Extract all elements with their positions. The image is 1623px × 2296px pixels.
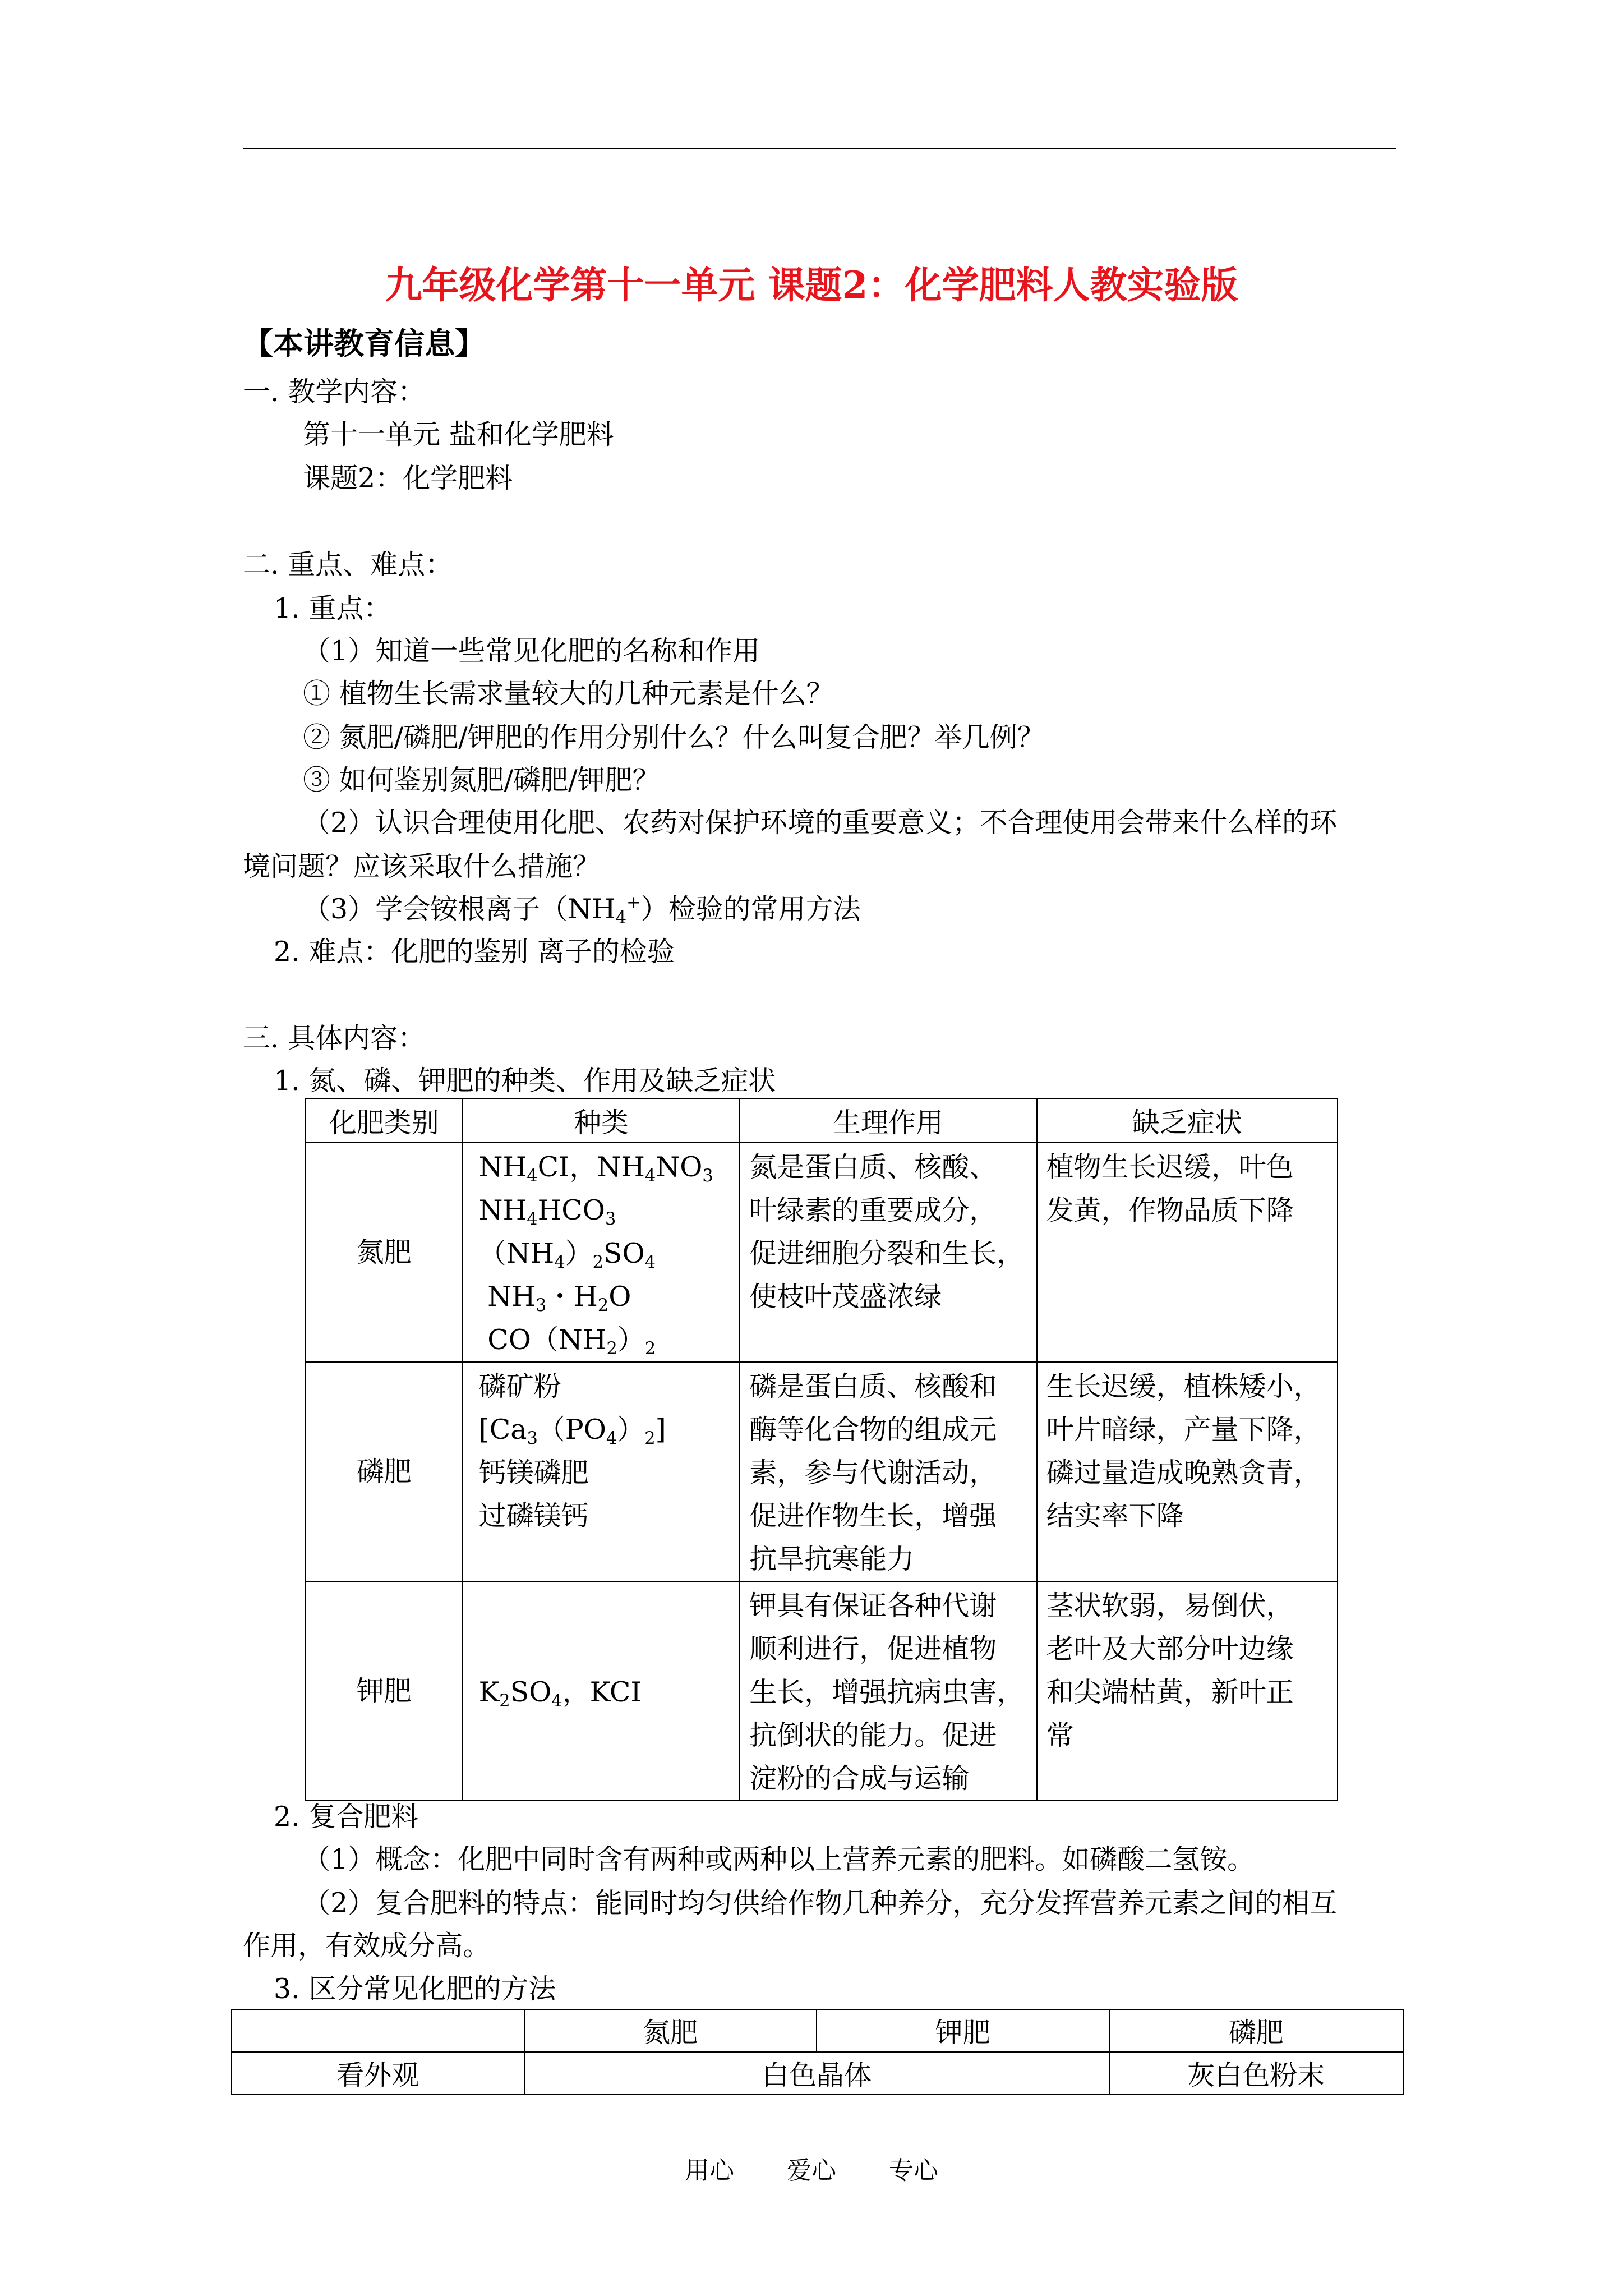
category-nitrogen: 氮肥: [306, 1143, 463, 1362]
header-cell: 化肥类别: [306, 1099, 463, 1143]
header-cell: 缺乏症状: [1037, 1099, 1338, 1143]
category-phosphorus: 磷肥: [306, 1362, 463, 1581]
s3-p2b2: 作用，有效成分高。: [243, 1930, 491, 1962]
row-label: 看外观: [232, 2052, 524, 2095]
table-row: [306, 1581, 1338, 1801]
section-header: 【本讲教育信息】: [243, 325, 485, 361]
table-row: [232, 2052, 1403, 2095]
nitrogen-symptoms: 植物生长迟缓，叶色 发黄，作物品质下降: [1037, 1143, 1338, 1362]
category-potassium: 钾肥: [306, 1581, 463, 1801]
cell-nitrogen-potassium: 白色晶体: [524, 2052, 1109, 2095]
s3-heading: 三. 具体内容：: [243, 1022, 426, 1054]
identification-table: [231, 2009, 1404, 2095]
footer: [0, 2150, 1623, 2186]
document-title: 九年级化学第十一单元 课题2：化学肥料人教实验版: [385, 263, 1238, 307]
s2-p2: 2. 难点：化肥的鉴别 离子的检验: [274, 936, 675, 968]
table-header-row: [232, 2009, 1403, 2052]
footer-item: 爱心: [787, 2156, 836, 2185]
potassium-symptoms: 茎状软弱，易倒伏， 老叶及大部分叶边缘 和尖端枯黄，新叶正 常: [1037, 1581, 1338, 1801]
potassium-types: $K_2SO_4$，KCI: [463, 1581, 740, 1801]
header-cell: 磷肥: [1109, 2009, 1404, 2052]
cell-phosphorus: 灰白色粉末: [1109, 2052, 1404, 2095]
potassium-function: 钾具有保证各种代谢 顺利进行，促进植物 生长，增强抗病虫害， 抗倒状的能力。促进 淀粉的合成与运输: [740, 1581, 1036, 1801]
s2-b2: 境问题？应该采取什么措施？: [243, 850, 601, 882]
phosphorus-symptoms: 生长迟缓，植株矮小， 叶片暗绿，产量下降， 磷过量造成晚熟贪青， 结实率下降: [1037, 1362, 1338, 1581]
header-cell: 钾肥: [817, 2009, 1109, 2052]
nitrogen-types: $NH_4CI$，$NH_4NO_3$ $NH_4HCO_3$ $(NH_4)_2SO_4$ $NH_3$・$H_2O$ $CO(NH_2)_2$: [463, 1143, 740, 1362]
s1-heading: 一. 教学内容：: [243, 376, 426, 408]
s1-line2: 课题2：化学肥料: [303, 462, 513, 494]
header-cell: [232, 2009, 524, 2052]
s3-p3: 3. 区分常见化肥的方法: [274, 1973, 556, 2005]
table-header-row: [306, 1099, 1338, 1143]
header-cell: 氮肥: [524, 2009, 817, 2052]
phosphorus-function: 磷是蛋白质、核酸和 酶等化合物的组成元 素，参与代谢活动， 促进作物生长，增强 抗旱抗寒能力: [740, 1362, 1036, 1581]
footer-item: 专心: [889, 2156, 938, 2185]
header-cell: 生理作用: [740, 1099, 1036, 1143]
phosphorus-types: 磷矿粉 $[Ca_3(PO_4)_2]$ 钙镁磷肥 过磷镁钙: [463, 1362, 740, 1581]
s2-p1: 1. 重点：: [274, 592, 391, 624]
s2-heading: 二. 重点、难点：: [243, 549, 453, 581]
s3-p2b1: （2）复合肥料的特点：能同时均匀供给作物几种养分，充分发挥营养元素之间的相互: [303, 1887, 1338, 1919]
s3-p2a: （1）概念：化肥中同时含有两种或两种以上营养元素的肥料。如磷酸二氢铵。: [303, 1843, 1255, 1875]
s2-b1: （2）认识合理使用化肥、农药对保护环境的重要意义；不合理使用会带来什么样的环: [303, 807, 1338, 839]
header-rule: [243, 148, 1396, 149]
nitrogen-function: 氮是蛋白质、核酸、 叶绿素的重要成分， 促进细胞分裂和生长， 使枝叶茂盛浓绿: [740, 1143, 1036, 1362]
s2-q3: ③ 如何鉴别氮肥/磷肥/钾肥？: [303, 764, 660, 796]
s1-line1: 第十一单元 盐和化学肥料: [303, 418, 614, 450]
header-cell: 种类: [463, 1099, 740, 1143]
s2-a: （1）知道一些常见化肥的名称和作用: [303, 635, 760, 667]
fertilizer-table: [305, 1098, 1338, 1801]
footer-item: 用心: [685, 2156, 734, 2185]
table-row: [306, 1143, 1338, 1362]
s2-c: （3）学会铵根离子$(NH_4^+)$检验的常用方法: [303, 892, 861, 928]
s3-p2: 2. 复合肥料: [274, 1801, 419, 1833]
table-row: [306, 1362, 1338, 1581]
s3-p1: 1. 氮、磷、钾肥的种类、作用及缺乏症状: [274, 1065, 776, 1097]
s2-q2: ② 氮肥/磷肥/钾肥的作用分别什么？什么叫复合肥？举几例？: [303, 721, 1045, 753]
s2-q1: ① 植物生长需求量较大的几种元素是什么？: [303, 678, 834, 710]
